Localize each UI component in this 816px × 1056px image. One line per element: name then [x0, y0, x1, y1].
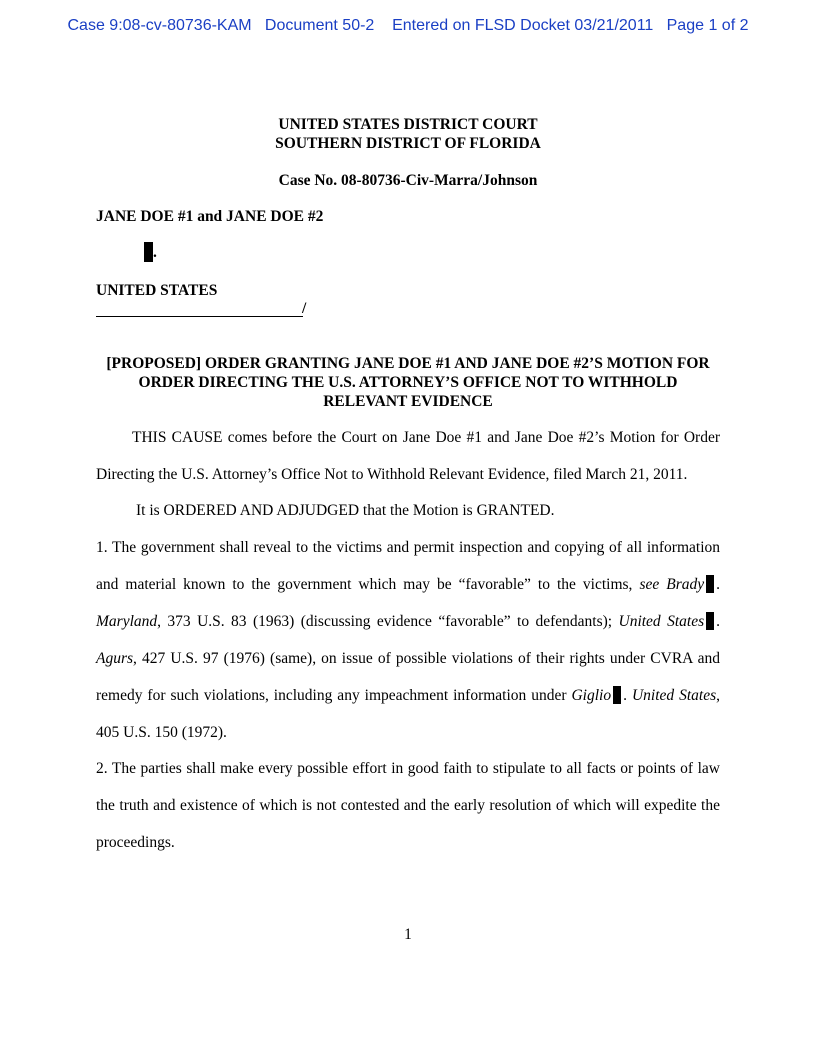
paragraph-2: 2. The parties shall make every possible effort in good faith to stipulate to all facts or points of law the truth and existence of which is not contested and the early resolution of which will expedite the proceedings.: [96, 760, 720, 851]
case-number: Case No. 08-80736-Civ-Marra/Johnson: [278, 172, 538, 189]
redaction-block: [706, 575, 714, 593]
p1-agurs: Agurs: [96, 650, 134, 667]
caption-slash: /: [302, 300, 307, 317]
p1-united-states: United States: [618, 613, 705, 630]
page-number: 1: [404, 926, 412, 943]
p1-maryland: Maryland: [96, 613, 158, 630]
p1-dot-2: .: [716, 613, 720, 630]
p1-united-states-2: United States: [631, 687, 717, 704]
order-title: [PROPOSED] ORDER GRANTING JANE DOE #1 AND JANE DOE #2’S MOTION FOR ORDER DIRECTING THE U.S. ATTORNEY’S OFFICE NOT TO WITHHOLD RELEVANT EVIDENCE: [106, 355, 710, 410]
paragraph-1: [96, 529, 720, 751]
plaintiffs: JANE DOE #1 and JANE DOE #2: [96, 208, 324, 225]
p1-brady: Brady: [666, 576, 705, 593]
defendant: UNITED STATES: [96, 282, 218, 299]
p1-after-agurs: , 427 U.S. 97 (1976) (same), on issue of possible violations of their rights under CVRA and remedy for such violations, including any impeachment information under: [96, 650, 720, 704]
p1-dot-1: .: [716, 576, 721, 593]
p1-tail: , 405 U.S. 150 (1972).: [96, 687, 720, 741]
redaction-block: [613, 686, 621, 704]
court-district: SOUTHERN DISTRICT OF FLORIDA: [275, 135, 541, 152]
redaction-block: [144, 242, 153, 262]
p1-lead: 1. The government shall reveal to the victims and permit inspection and copying of all information and material known to the government which may be “favorable” to the victims,: [96, 539, 720, 593]
intro-paragraph: THIS CAUSE comes before the Court on Jane Doe #1 and Jane Doe #2’s Motion for Order Directing the U.S. Attorney’s Office Not to Withhold Relevant Evidence, filed March 21, 2011.: [96, 429, 720, 483]
ordered-paragraph: It is ORDERED AND ADJUDGED that the Motion is GRANTED.: [136, 502, 555, 519]
p1-see: see: [639, 576, 660, 593]
redaction-block: [706, 612, 714, 630]
docket-header-stamp: Case 9:08-cv-80736-KAM Document 50-2 Entered on FLSD Docket 03/21/2011 Page 1 of 2: [67, 17, 749, 34]
p1-dot-3: .: [623, 687, 627, 704]
court-name: UNITED STATES DISTRICT COURT: [278, 116, 538, 133]
p1-giglio: Giglio: [571, 687, 612, 704]
versus-suffix: .: [153, 244, 157, 261]
caption-rule: [96, 298, 303, 317]
p1-after-maryland: , 373 U.S. 83 (1963) (discussing evidence “favorable” to defendants);: [157, 613, 619, 630]
